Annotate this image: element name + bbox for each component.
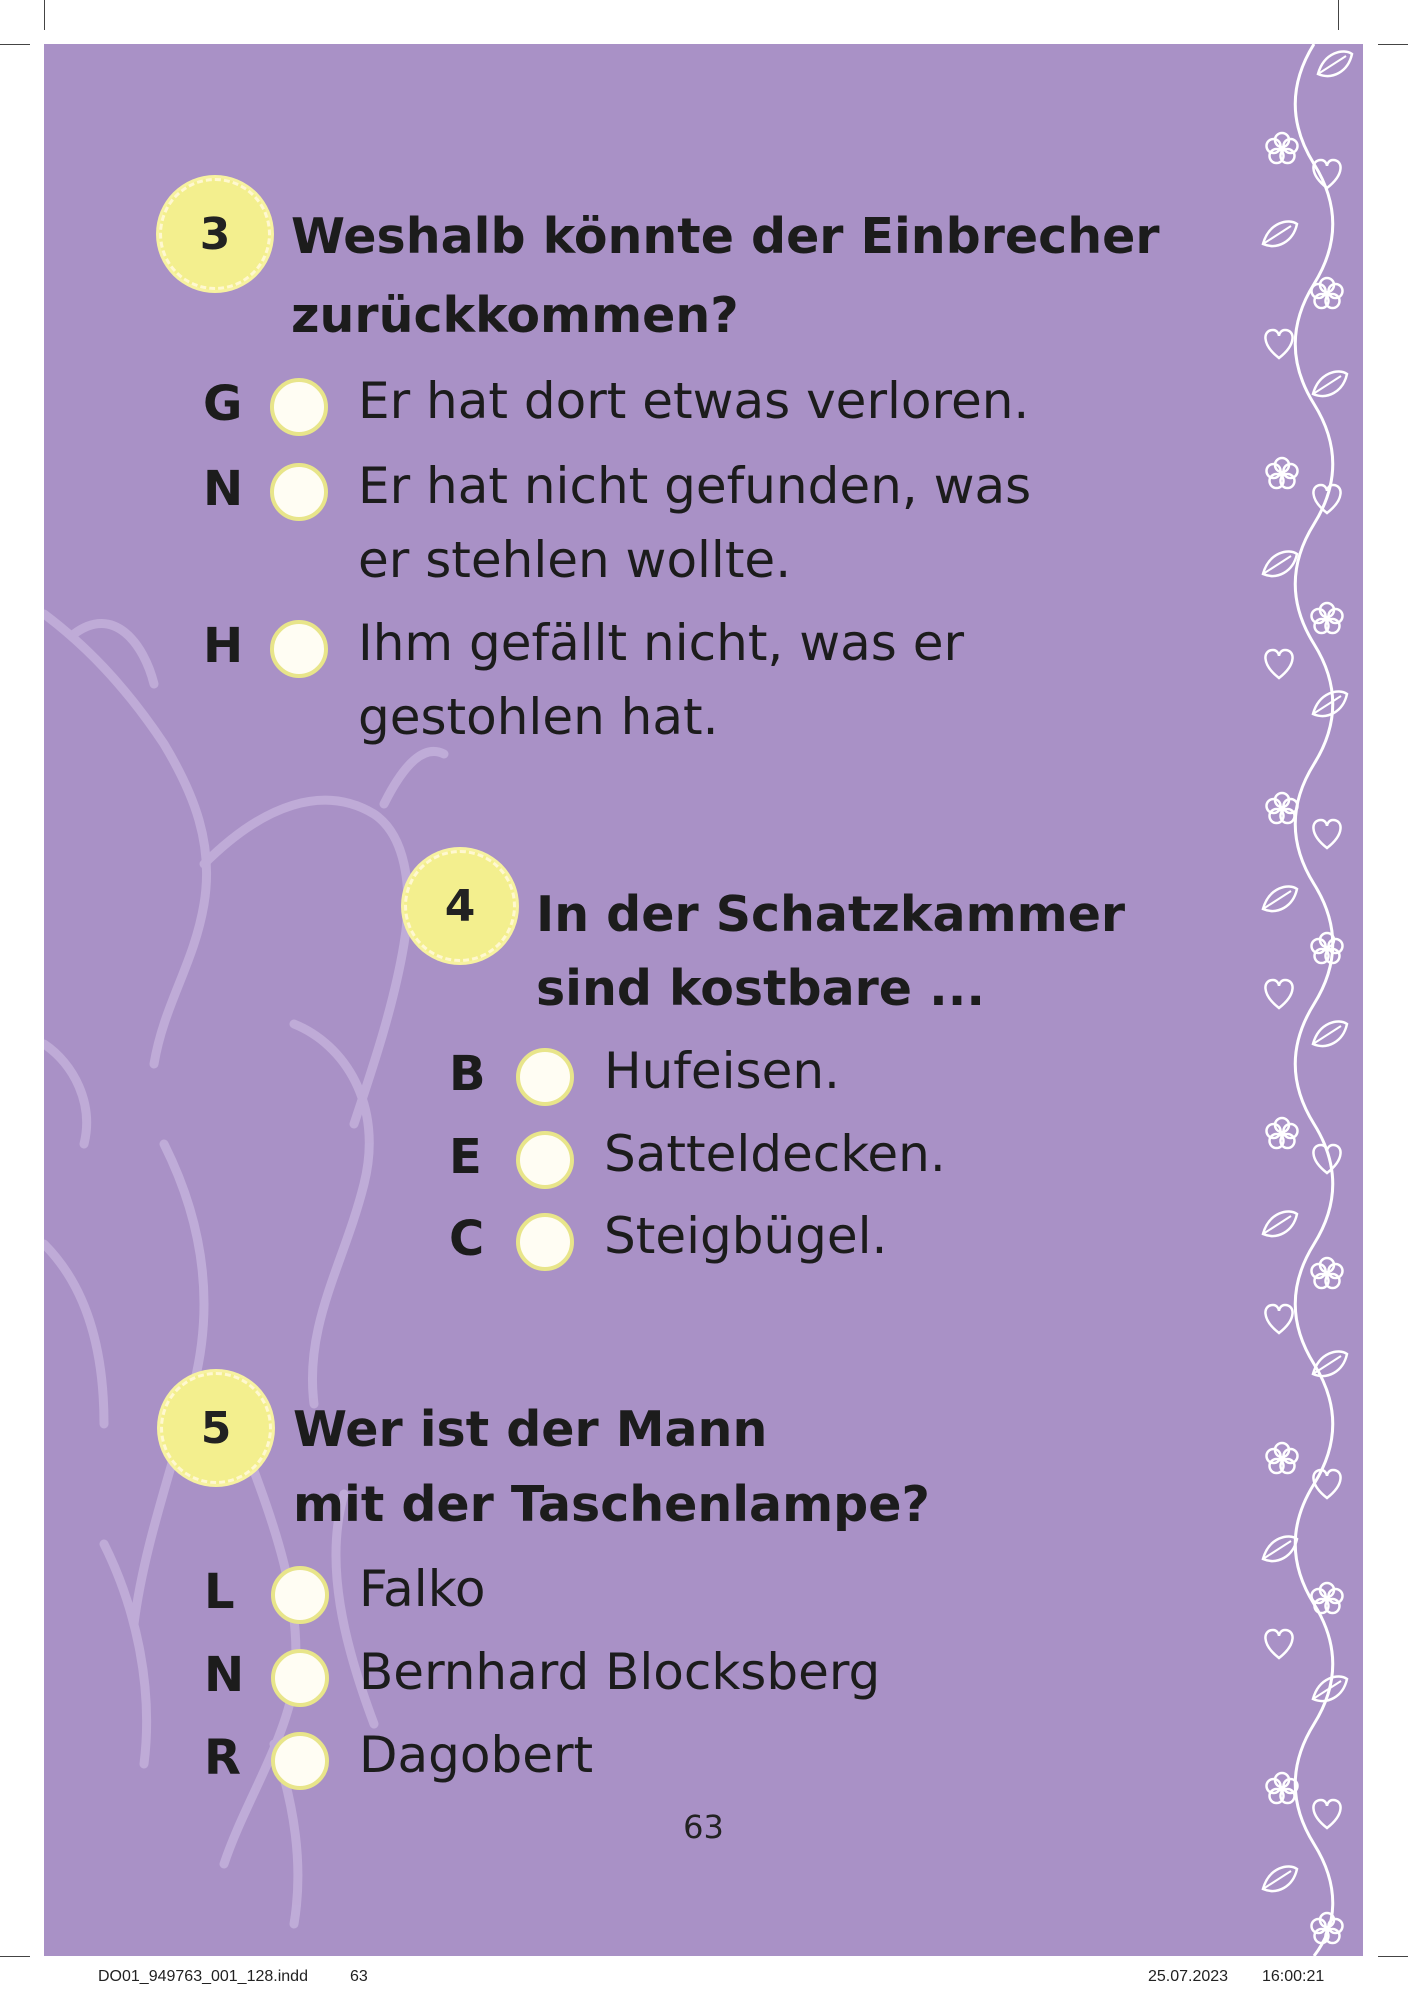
answer-text: gestohlen hat. xyxy=(358,688,719,746)
answer-text: Er hat nicht gefunden, was xyxy=(358,457,1032,515)
answer-checkbox[interactable] xyxy=(516,1048,574,1106)
question-text-line: sind kostbare ... xyxy=(536,960,985,1017)
answer-checkbox[interactable] xyxy=(270,620,328,678)
answer-letter: L xyxy=(204,1564,235,1620)
answer-text: Satteldecken. xyxy=(604,1125,946,1183)
answer-text: er stehlen wollte. xyxy=(358,531,792,589)
question-number-badge: 3 xyxy=(159,178,271,290)
answer-option-b[interactable] xyxy=(449,1034,1149,1114)
answer-letter: G xyxy=(203,376,243,432)
answer-option-h[interactable] xyxy=(203,606,1103,746)
crop-mark xyxy=(1378,1956,1408,1957)
crop-mark xyxy=(1378,44,1408,45)
answer-checkbox[interactable] xyxy=(271,1566,329,1624)
crop-mark xyxy=(44,0,45,30)
answer-option-n[interactable] xyxy=(203,449,1103,589)
crop-mark xyxy=(0,1956,30,1957)
slug-date: 25.07.2023 xyxy=(1148,1968,1229,1985)
answer-option-l[interactable] xyxy=(204,1552,1104,1632)
answer-text: Er hat dort etwas verloren. xyxy=(358,372,1030,430)
slug-file: DO01_949763_001_128.indd xyxy=(98,1968,308,1985)
crop-mark xyxy=(0,44,30,45)
answer-letter: B xyxy=(449,1046,486,1102)
answer-checkbox[interactable] xyxy=(271,1732,329,1790)
page-number: 63 xyxy=(683,1808,724,1846)
question-text-line: Weshalb könnte der Einbrecher xyxy=(291,208,1160,265)
answer-checkbox[interactable] xyxy=(271,1649,329,1707)
answer-option-g[interactable] xyxy=(203,364,1103,444)
answer-option-e[interactable] xyxy=(449,1117,1149,1197)
question-number-badge: 5 xyxy=(160,1372,272,1484)
answer-text: Hufeisen. xyxy=(604,1042,840,1100)
book-page xyxy=(44,44,1363,1956)
question-text-line: Wer ist der Mann xyxy=(293,1401,768,1458)
answer-letter: R xyxy=(204,1730,241,1786)
answer-letter: H xyxy=(203,618,244,674)
answer-checkbox[interactable] xyxy=(270,378,328,436)
answer-letter: E xyxy=(449,1129,482,1185)
answer-checkbox[interactable] xyxy=(516,1213,574,1271)
slug-page: 63 xyxy=(350,1968,368,1985)
slug-time: 16:00:21 xyxy=(1262,1968,1325,1985)
answer-text: Bernhard Blocksberg xyxy=(359,1643,881,1701)
question-number-badge: 4 xyxy=(404,850,516,962)
question-text-line: In der Schatzkammer xyxy=(536,886,1126,943)
answer-text: Ihm gefällt nicht, was er xyxy=(358,614,965,672)
answer-option-c[interactable] xyxy=(449,1199,1149,1279)
question-text-line: zurückkommen? xyxy=(291,287,739,344)
answer-checkbox[interactable] xyxy=(270,463,328,521)
answer-text: Steigbügel. xyxy=(604,1207,888,1265)
answer-letter: N xyxy=(204,1647,245,1703)
swirl-vine-icon xyxy=(1219,44,1354,1956)
answer-text: Falko xyxy=(359,1560,486,1618)
answer-letter: N xyxy=(203,461,244,517)
answer-option-n[interactable] xyxy=(204,1635,1104,1715)
crop-mark xyxy=(1338,0,1339,30)
question-text-line: mit der Taschenlampe? xyxy=(293,1476,930,1533)
answer-checkbox[interactable] xyxy=(516,1131,574,1189)
answer-text: Dagobert xyxy=(359,1726,594,1784)
answer-letter: C xyxy=(449,1211,485,1267)
answer-option-r[interactable] xyxy=(204,1718,1104,1798)
